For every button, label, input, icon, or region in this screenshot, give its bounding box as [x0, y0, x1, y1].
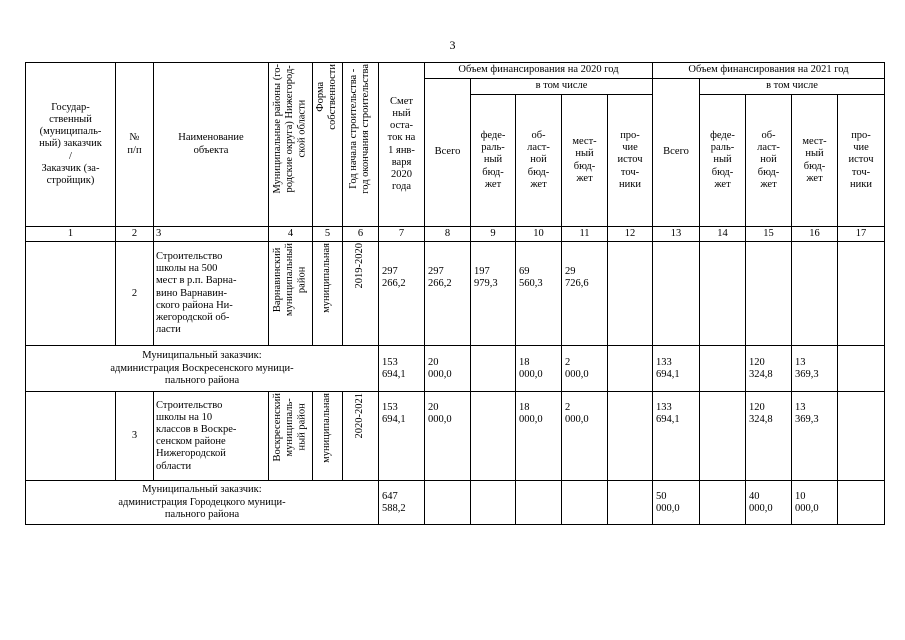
cell-empty	[700, 346, 746, 392]
column-numbers-row	[26, 227, 885, 242]
ownership-cell	[313, 392, 343, 481]
col-number: 8	[425, 227, 471, 242]
regional-2020: 18 000,0	[516, 392, 562, 481]
cell-empty	[838, 392, 885, 481]
col-number: 2	[116, 227, 154, 242]
local-2021: 13 369,3	[792, 346, 838, 392]
header-remaining: Смет ный оста- ток на 1 янв- варя 2020 года	[379, 63, 425, 227]
cell-empty	[471, 481, 516, 525]
col-number: 13	[653, 227, 700, 242]
object-name: Строительство школы на 10 классов в Воскре- сенском районе Нижегородской области	[154, 392, 269, 481]
cell-empty	[792, 242, 838, 346]
col-number: 1	[26, 227, 116, 242]
total-2021: 133 694,1	[653, 346, 700, 392]
district-cell	[269, 392, 313, 481]
cell-empty	[746, 242, 792, 346]
table-row	[26, 481, 885, 525]
header-object-name: Наименование объекта	[154, 63, 269, 227]
cell-empty	[516, 481, 562, 525]
header-fin-2020: Объем финансирования на 2020 год	[425, 63, 653, 79]
cell-empty	[700, 242, 746, 346]
col-number: 17	[838, 227, 885, 242]
district: Варнавинский муниципальный район	[272, 243, 308, 317]
total-2020: 20 000,0	[425, 346, 471, 392]
local-2020: 2 000,0	[562, 346, 608, 392]
customer-label: Муниципальный заказчик: администрация Воскресенского муници- пального района	[26, 346, 379, 392]
cell-empty	[608, 346, 653, 392]
local-2021: 10 000,0	[792, 481, 838, 525]
header-fin-2021: Объем финансирования на 2021 год	[653, 63, 885, 79]
col-number: 15	[746, 227, 792, 242]
col-number: 16	[792, 227, 838, 242]
regional-2021: 40 000,0	[746, 481, 792, 525]
cell-empty	[608, 392, 653, 481]
financing-table	[25, 62, 885, 525]
regional-2021: 120 324,8	[746, 392, 792, 481]
col-number: 4	[269, 227, 313, 242]
header-local-2020: мест- ный бюд- жет	[562, 95, 608, 227]
total-2020: 20 000,0	[425, 392, 471, 481]
header-total-2020: Всего	[425, 79, 471, 227]
row-num: 2	[116, 242, 154, 346]
page-number: 3	[449, 38, 456, 52]
regional-2021: 120 324,8	[746, 346, 792, 392]
cell-empty	[471, 346, 516, 392]
cell-empty	[26, 242, 116, 346]
years-cell	[343, 392, 379, 481]
years: 2020-2021	[354, 393, 366, 439]
local-2021: 13 369,3	[792, 392, 838, 481]
row-num: 3	[116, 392, 154, 481]
customer-label: Муниципальный заказчик: администрация Городецкого муници- пального района	[26, 481, 379, 525]
header-regional-2020: об- ласт- ной бюд- жет	[516, 95, 562, 227]
header-federal-2020: феде- раль- ный бюд- жет	[471, 95, 516, 227]
table-row	[26, 242, 885, 346]
cell-empty	[425, 481, 471, 525]
header-federal-2021: феде- раль- ный бюд- жет	[700, 95, 746, 227]
cell-empty	[608, 242, 653, 346]
ownership-cell	[313, 242, 343, 346]
years-cell	[343, 242, 379, 346]
regional-2020: 18 000,0	[516, 346, 562, 392]
cell-empty	[653, 242, 700, 346]
header-num: № п/п	[116, 63, 154, 227]
ownership: муниципальная	[321, 393, 333, 464]
federal-2020: 197 979,3	[471, 242, 516, 346]
header-local-2021: мест- ный бюд- жет	[792, 95, 838, 227]
header-other-2020: про- чие источ точ- ники	[608, 95, 653, 227]
col-number: 7	[379, 227, 425, 242]
header-incl-2020: в том числе	[471, 79, 653, 95]
header-years-cell	[343, 63, 379, 227]
remaining: 647 588,2	[379, 481, 425, 525]
col-number: 3	[154, 227, 269, 242]
header-customer: Государ- ственный (муниципаль- ный) заказчик / Заказчик (за- стройщик)	[26, 63, 116, 227]
cell-empty	[838, 481, 885, 525]
cell-empty	[471, 392, 516, 481]
header-ownership: Форма собственности	[315, 64, 339, 130]
header-district: Муниципальные районы (го- родские округа) Нижегород- ской области	[272, 64, 308, 194]
remaining: 153 694,1	[379, 392, 425, 481]
col-number: 11	[562, 227, 608, 242]
table-row	[26, 392, 885, 481]
cell-empty	[26, 392, 116, 481]
remaining: 153 694,1	[379, 346, 425, 392]
cell-empty	[838, 242, 885, 346]
col-number: 10	[516, 227, 562, 242]
header-district-cell	[269, 63, 313, 227]
col-number: 5	[313, 227, 343, 242]
local-2020: 29 726,6	[562, 242, 608, 346]
header-total-2021: Всего	[653, 79, 700, 227]
col-number: 6	[343, 227, 379, 242]
years: 2019-2020	[354, 243, 366, 289]
header-years: Год начала строительства - год окончания строительства	[348, 64, 372, 194]
cell-empty	[608, 481, 653, 525]
table-row	[26, 346, 885, 392]
total-2021: 133 694,1	[653, 392, 700, 481]
total-2020: 297 266,2	[425, 242, 471, 346]
col-number: 12	[608, 227, 653, 242]
col-number: 14	[700, 227, 746, 242]
district-cell	[269, 242, 313, 346]
object-name: Строительство школы на 500 мест в р.п. Варна- вино Варнавин- ского района Ни- жегородской об- ласти	[154, 242, 269, 346]
header-ownership-cell	[313, 63, 343, 227]
local-2020: 2 000,0	[562, 392, 608, 481]
cell-empty	[700, 481, 746, 525]
header-regional-2021: об- ласт- ной бюд- жет	[746, 95, 792, 227]
header-other-2021: про- чие источ точ- ники	[838, 95, 885, 227]
total-2021: 50 000,0	[653, 481, 700, 525]
district: Воскресенский муниципаль- ный район	[272, 393, 308, 462]
regional-2020: 69 560,3	[516, 242, 562, 346]
ownership: муниципальная	[321, 243, 333, 314]
cell-empty	[700, 392, 746, 481]
header-incl-2021: в том числе	[700, 79, 885, 95]
cell-empty	[838, 346, 885, 392]
cell-empty	[562, 481, 608, 525]
col-number: 9	[471, 227, 516, 242]
remaining: 297 266,2	[379, 242, 425, 346]
